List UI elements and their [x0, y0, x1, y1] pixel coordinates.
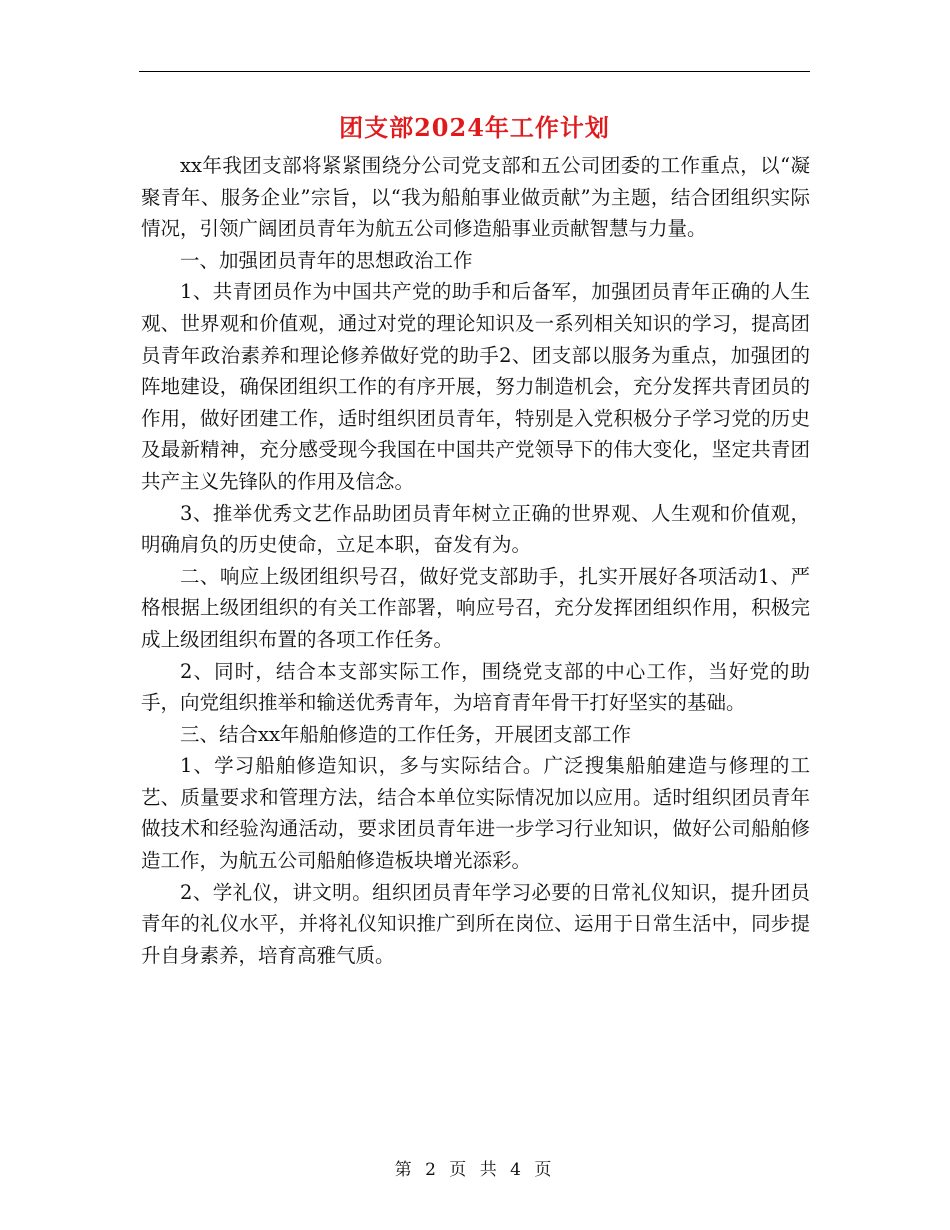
- paragraph: 二、响应上级团组织号召，做好党支部助手，扎实开展好各项活动1、严格根据上级团组织的有关工作部署，响应号召，充分发挥团组织作用，积极完成上级团组织布置的各项工作任务。: [141, 564, 810, 651]
- document-body: [141, 150, 810, 971]
- paragraph: 3、推举优秀文艺作品助团员青年树立正确的世界观、人生观和价值观，明确肩负的历史使命，立足本职，奋发有为。: [141, 501, 810, 557]
- paragraph: 1、学习船舶修造知识，多与实际结合。广泛搜集船舶建造与修理的工艺、质量要求和管理方法，结合本单位实际情况加以应用。适时组织团员青年做技术和经验沟通活动，要求团员青年进一步学习行业知识，做好公司船舶修造工作，为航五公司船舶修造板块增光添彩。: [141, 754, 810, 873]
- paragraph: 1、共青团员作为中国共产党的助手和后备军，加强团员青年正确的人生观、世界观和价值观，通过对党的理论知识及一系列相关知识的学习，提高团员青年政治素养和理论修养做好党的助手2、团支部以服务为重点，加强团的阵地建设，确保团组织工作的有序开展，努力制造机会，充分发挥共青团员的作用，做好团建工作，适时组织团员青年，特别是入党积极分子学习党的历史及最新精神，充分感受现今我国在中国共产党领导下的伟大变化，坚定共青团共产主义先锋队的作用及信念。: [141, 280, 810, 493]
- page-number: 第 2 页 共 4 页: [394, 1160, 556, 1180]
- section-heading-1: 一、加强团员青年的思想政治工作: [180, 248, 473, 272]
- section-heading-3: 三、结合xx年船舶修造的工作任务，开展团支部工作: [180, 722, 631, 746]
- header-rule: [139, 71, 810, 72]
- paragraph-intro: xx年我团支部将紧紧围绕分公司党支部和五公司团委的工作重点，以“凝聚青年、服务企业”宗旨，以“我为船舶事业做贡献”为主题，结合团组织实际情况，引领广阔团员青年为航五公司修造船事业贡献智慧与力量。: [141, 154, 810, 241]
- paragraph: 2、学礼仪，讲文明。组织团员青年学习必要的日常礼仪知识，提升团员青年的礼仪水平，并将礼仪知识推广到所在岗位、运用于日常生活中，同步提升自身素养，培育高雅气质。: [141, 880, 810, 967]
- document-title: 团支部2024年工作计划: [339, 113, 610, 142]
- paragraph: 2、同时，结合本支部实际工作，围绕党支部的中心工作，当好党的助手，向党组织推举和输送优秀青年，为培育青年骨干打好坚实的基础。: [141, 659, 810, 715]
